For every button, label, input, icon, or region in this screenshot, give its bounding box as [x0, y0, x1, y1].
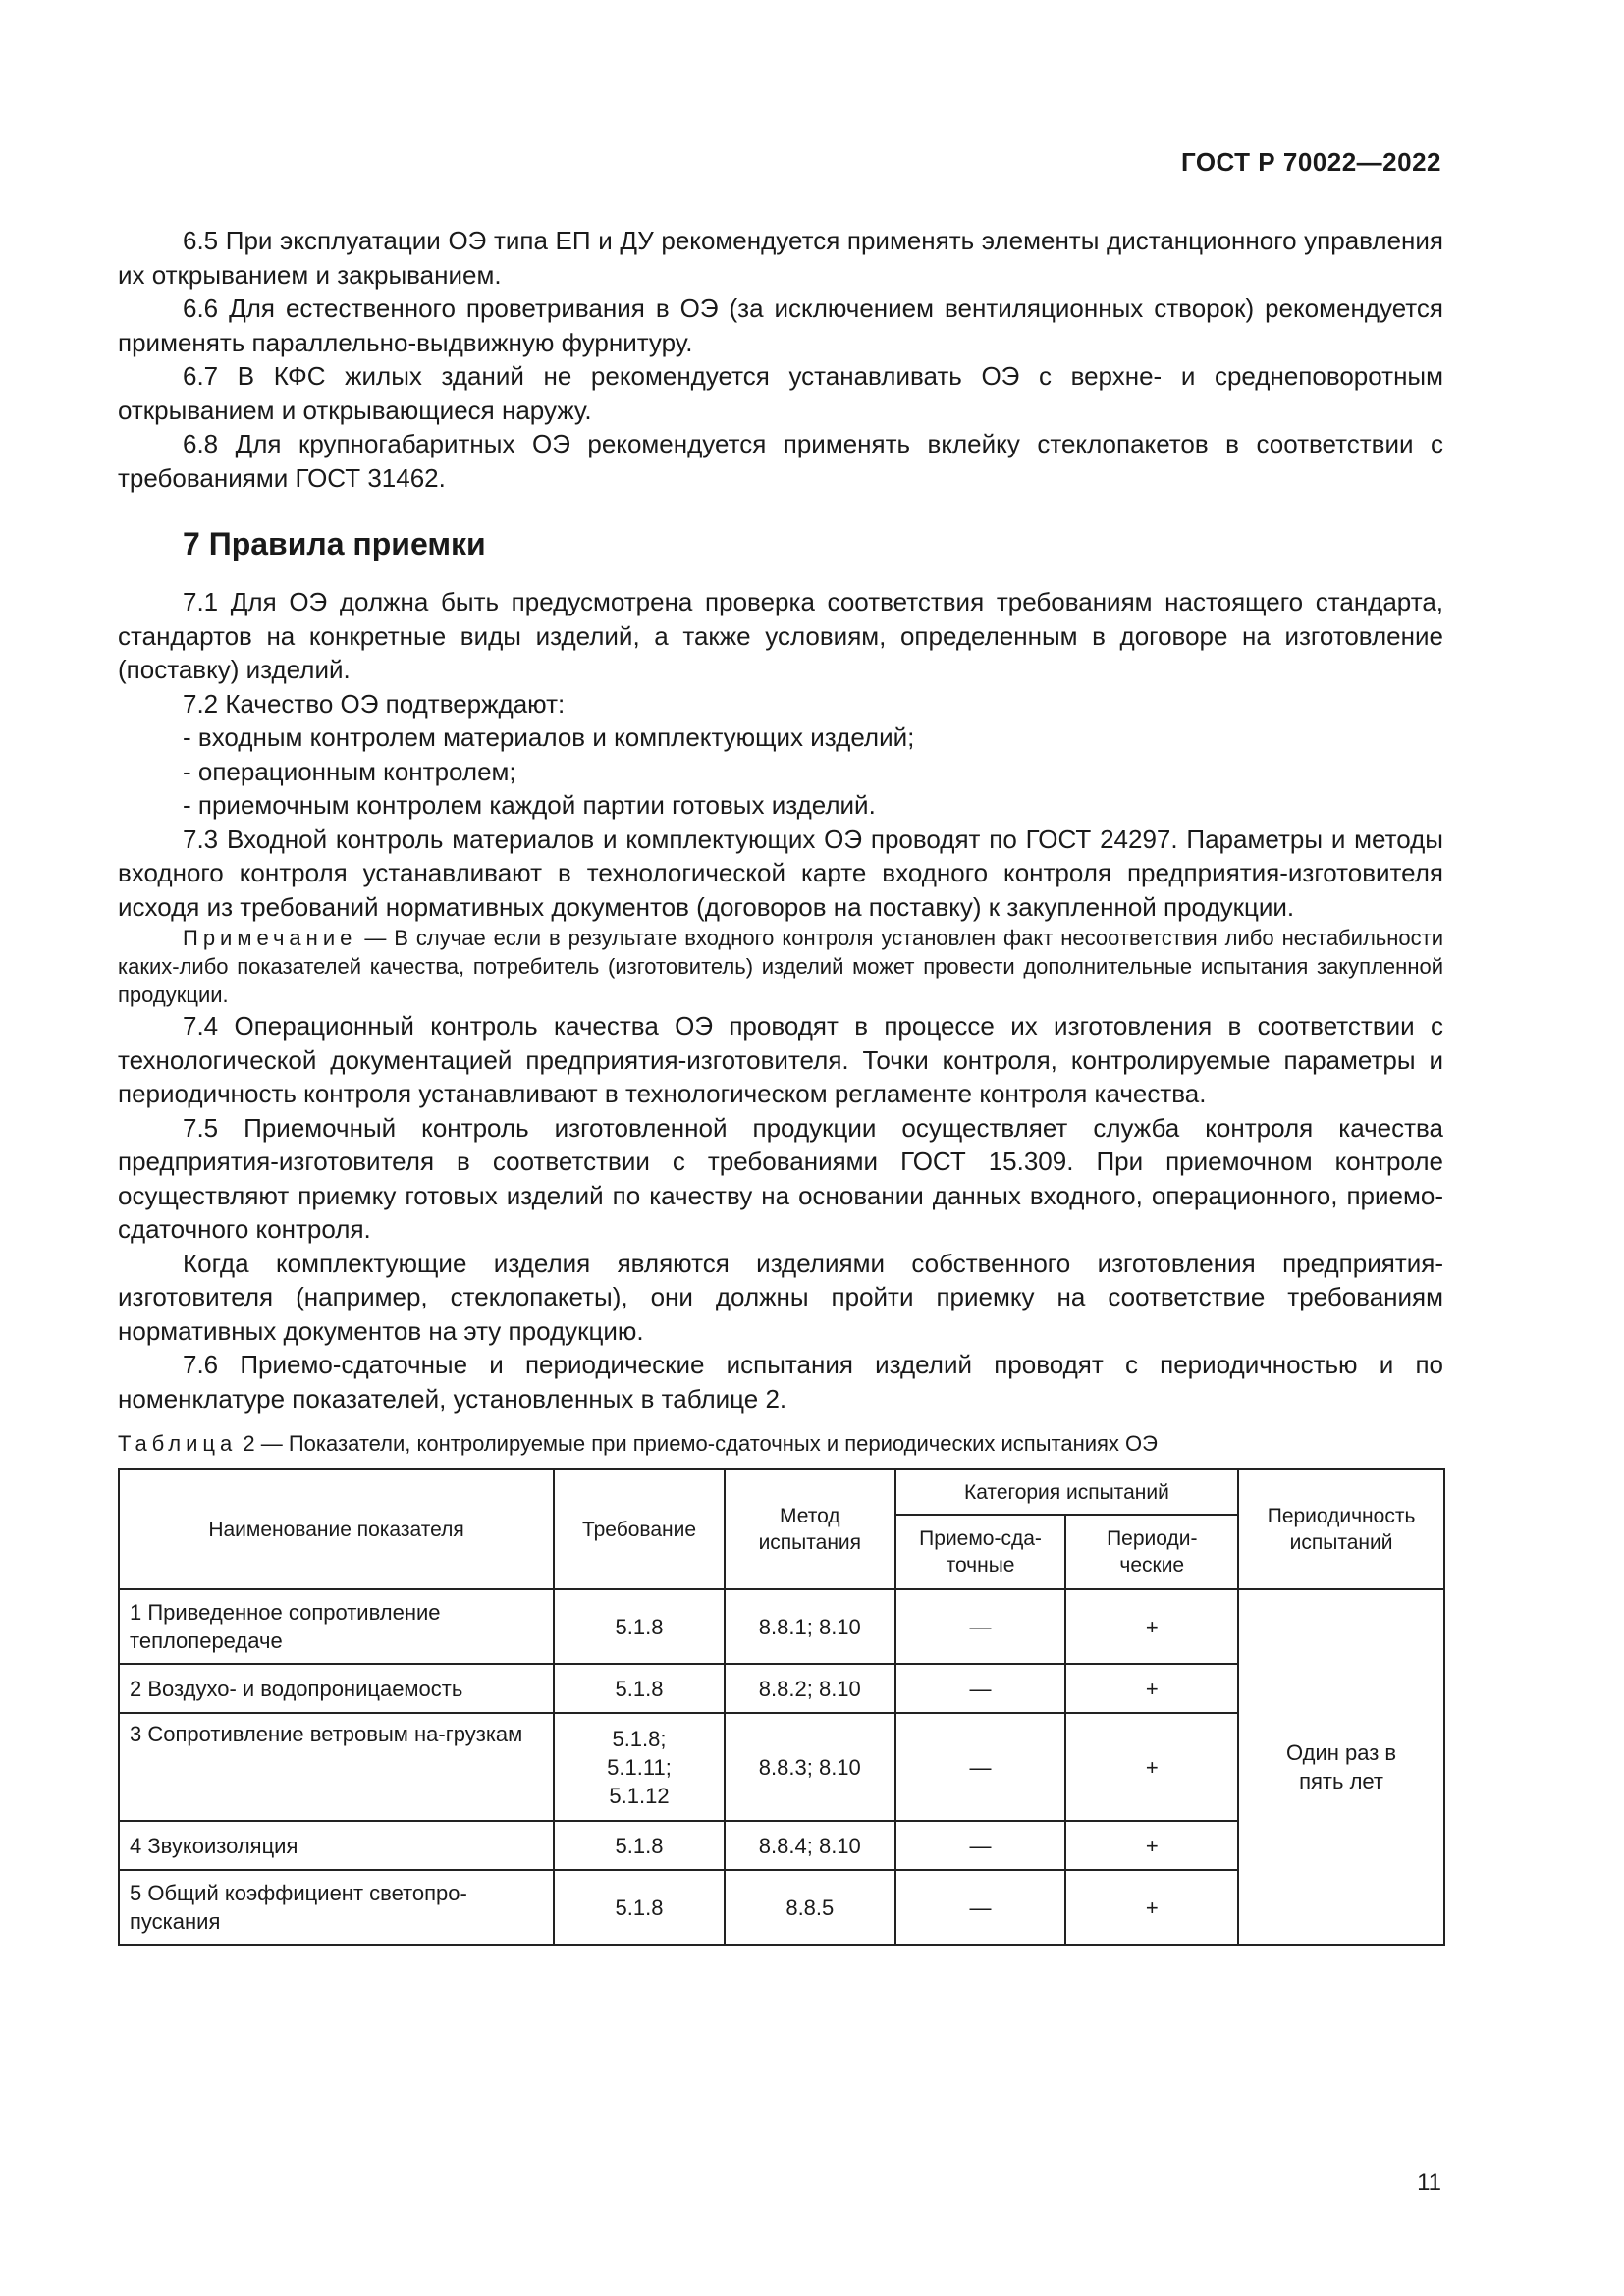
header-acceptance: Приемо-сда-точные: [895, 1515, 1066, 1589]
cell-requirement: 5.1.8: [554, 1821, 725, 1870]
cell-requirement: 5.1.8: [554, 1664, 725, 1713]
paragraph-7-5-continued: Когда комплектующие изделия являются изделиями собственного изготовления предприятия-изготовителя (например, стеклопакеты), они должны пройти приемку на соответствие требованиям нормативных документов на эту продукцию.: [118, 1248, 1443, 1346]
cell-method: 8.8.4; 8.10: [725, 1821, 895, 1870]
table-row: [119, 1589, 1444, 1664]
header-method: Метод испытания: [725, 1469, 895, 1589]
cell-acceptance: —: [895, 1713, 1066, 1821]
list-item: - приемочным контролем каждой партии готовых изделий.: [183, 790, 876, 820]
paragraph-7-1: 7.1 Для ОЭ должна быть предусмотрена проверка соответствия требованиям настоящего стандарта, стандартов на конкретные виды изделий, а также условиям, определенным в договоре на изготовление (поставку) изделий.: [118, 587, 1443, 684]
paragraph-6-8: 6.8 Для крупногабаритных ОЭ рекомендуется применять вклейку стеклопакетов в соответствии с требованиями ГОСТ 31462.: [118, 429, 1443, 493]
paragraph-6-7: 6.7 В КФС жилых зданий не рекомендуется устанавливать ОЭ с верхне- и среднеповоротным открыванием и открывающиеся наружу.: [118, 361, 1443, 425]
table-caption-label: Таблица: [118, 1431, 238, 1456]
note-text: — В случае если в результате входного контроля установлен факт несоответствия либо нестабильности каких-либо показателей качества, потребитель (изготовитель) изделий может провести дополнительные испытания закупленной продукции.: [118, 926, 1443, 1007]
table-caption: [118, 1429, 1443, 1459]
paragraph-6-6: 6.6 Для естественного проветривания в ОЭ (за исключением вентиляционных створок) рекомендуется применять параллельно-выдвижную фурнитуру.: [118, 294, 1443, 357]
cell-acceptance: —: [895, 1821, 1066, 1870]
cell-periodic: +: [1065, 1664, 1238, 1713]
paragraph-6-5: 6.5 При эксплуатации ОЭ типа ЕП и ДУ рекомендуется применять элементы дистанционного управления их открыванием и закрыванием.: [118, 226, 1443, 290]
note: [118, 924, 1443, 1009]
paragraph-7-2: 7.2 Качество ОЭ подтверждают:: [183, 688, 566, 719]
note-label: Примечание: [183, 926, 357, 950]
cell-method: 8.8.3; 8.10: [725, 1713, 895, 1821]
cell-name: 1 Приведенное сопротивление теплопередаче: [119, 1589, 554, 1664]
cell-requirement: 5.1.8: [554, 1589, 725, 1664]
cell-method: 8.8.5: [725, 1870, 895, 1945]
cell-method: 8.8.2; 8.10: [725, 1664, 895, 1713]
page-body: [118, 224, 1443, 1946]
cell-method: 8.8.1; 8.10: [725, 1589, 895, 1664]
cell-periodicity: [1238, 1589, 1444, 1945]
requirement-value: 5.1.8; 5.1.11; 5.1.12: [607, 1726, 672, 1808]
periodicity-value: Один раз в пять лет: [1285, 1740, 1397, 1793]
paragraph-7-6: 7.6 Приемо-сдаточные и периодические испытания изделий проводят с периодичностью и по номенклатуре показателей, установленных в таблице 2.: [118, 1350, 1443, 1414]
cell-periodic: +: [1065, 1713, 1238, 1821]
header-name: Наименование показателя: [119, 1469, 554, 1589]
cell-acceptance: —: [895, 1589, 1066, 1664]
list-item: - входным контролем материалов и комплектующих изделий;: [183, 722, 915, 752]
cell-requirement: 5.1.8: [554, 1870, 725, 1945]
paragraph-7-3: 7.3 Входной контроль материалов и комплектующих ОЭ проводят по ГОСТ 24297. Параметры и методы входного контроля устанавливают в технологической карте входного контроля предприятия-изготовителя исходя из требований нормативных документов (договоров на поставку) к закупленной продукции.: [118, 824, 1443, 922]
list-item: - операционным контролем;: [183, 756, 516, 786]
paragraph-7-5: 7.5 Приемочный контроль изготовленной продукции осуществляет служба контроля качества предприятия-изготовителя в соответствии с требованиями ГОСТ 15.309. При приемочном контроле осуществляют приемку готовых изделий по качеству на основании данных входного, операционного, приемо-сдаточного контроля.: [118, 1112, 1443, 1244]
header-category: Категория испытаний: [895, 1469, 1238, 1515]
header-periodicity: Периодичность испытаний: [1238, 1469, 1444, 1589]
indicators-table: [118, 1468, 1445, 1946]
header-periodic: Периоди-ческие: [1065, 1515, 1238, 1589]
cell-periodic: +: [1065, 1870, 1238, 1945]
cell-name: 2 Воздухо- и водопроницаемость: [119, 1664, 554, 1713]
header-requirement: Требование: [554, 1469, 725, 1589]
table-caption-text: 2 — Показатели, контролируемые при приемо-сдаточных и периодических испытаниях ОЭ: [237, 1431, 1158, 1456]
cell-name: 3 Сопротивление ветровым на-грузкам: [119, 1713, 554, 1821]
cell-name: 5 Общий коэффициент светопро-пускания: [119, 1870, 554, 1945]
cell-acceptance: —: [895, 1664, 1066, 1713]
paragraph-7-4: 7.4 Операционный контроль качества ОЭ проводят в процессе их изготовления в соответствии с технологической документацией предприятия-изготовителя. Точки контроля, контролируемые параметры и периодичность контроля устанавливают в технологическом регламенте контроля качества.: [118, 1011, 1443, 1108]
cell-name: 4 Звукоизоляция: [119, 1821, 554, 1870]
cell-acceptance: —: [895, 1870, 1066, 1945]
cell-periodic: +: [1065, 1589, 1238, 1664]
page-number: 11: [1417, 2169, 1441, 2196]
section-title: 7 Правила приемки: [183, 526, 486, 561]
cell-periodic: +: [1065, 1821, 1238, 1870]
document-code: ГОСТ Р 70022—2022: [1180, 147, 1441, 177]
cell-requirement: [554, 1713, 725, 1821]
